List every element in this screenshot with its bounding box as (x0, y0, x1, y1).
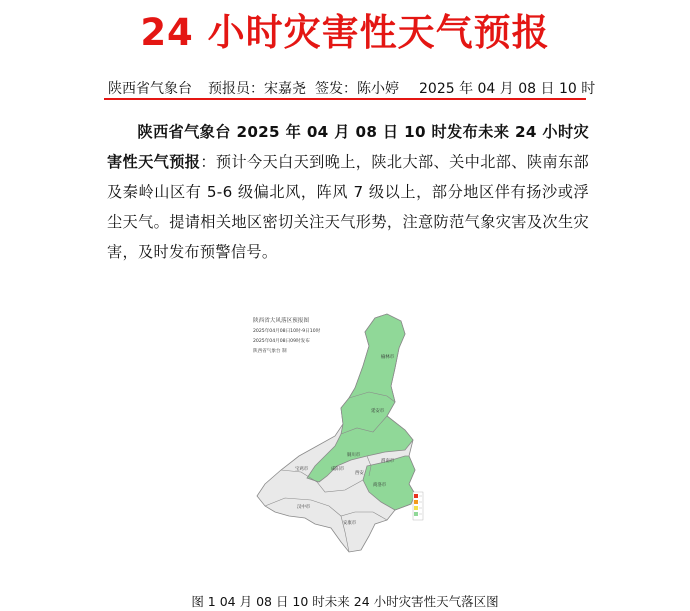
legend-swatch-green (414, 512, 418, 516)
forecaster-name: 预报员：宋嘉尧 (208, 81, 306, 97)
wind-forecast-map (245, 306, 445, 561)
city-label-baoji: 宝鸡市 (295, 467, 309, 472)
city-label-weinan: 渭南市 (381, 459, 395, 464)
map-producer: 陕西省气象台 制 (253, 349, 287, 354)
issue-datetime: 2025 年 04 月 08 日 10 时 (419, 81, 596, 97)
city-label-xian: 西安 (355, 471, 364, 476)
city-label-yanan: 延安市 (371, 409, 385, 414)
legend-swatch-yellow (414, 506, 418, 510)
city-label-xianyang: 咸阳市 (331, 467, 345, 472)
document-title: 24 小时灾害性天气预报 (140, 11, 550, 54)
city-label-shangluo: 商洛市 (373, 483, 387, 488)
map-legend (413, 492, 423, 520)
header-divider (104, 98, 586, 100)
map-issue-time: 2025年04月08日09时发布 (253, 339, 310, 344)
forecast-lead: 陕西省气象台 2025 年 04 月 08 日 10 时发布未来 24 小时灾害性天气预报 (107, 123, 589, 171)
issuance-line (108, 78, 596, 98)
city-label-ankang: 安康市 (343, 521, 357, 526)
map-valid-time: 2025年04月08日10时-9日10时 (253, 329, 321, 334)
forecast-text: ：预计今天白天到晚上，陕北大部、关中北部、陕南东部及秦岭山区有 5-6 级偏北风，阵风 7 级以上，部分地区伴有扬沙或浮尘天气。提请相关地区密切关注天气形势，注意防范气象灾害及次生灾害，及时发布预警信号。 (107, 153, 589, 261)
city-label-tongchuan: 铜川市 (347, 453, 361, 458)
figure-caption: 图 1 04 月 08 日 10 时未来 24 小时灾害性天气落区图 (191, 594, 499, 609)
map-title: 陕西省大风落区预报图 (253, 318, 309, 324)
city-label-yulin: 榆林市 (381, 355, 395, 360)
city-label-hanzhong: 汉中市 (297, 505, 311, 510)
agency-name: 陕西省气象台 (108, 81, 192, 97)
issuer-name: 签发：陈小婷 (315, 81, 399, 97)
forecast-paragraph (107, 117, 589, 267)
legend-swatch-red (414, 494, 418, 498)
legend-swatch-orange (414, 500, 418, 504)
